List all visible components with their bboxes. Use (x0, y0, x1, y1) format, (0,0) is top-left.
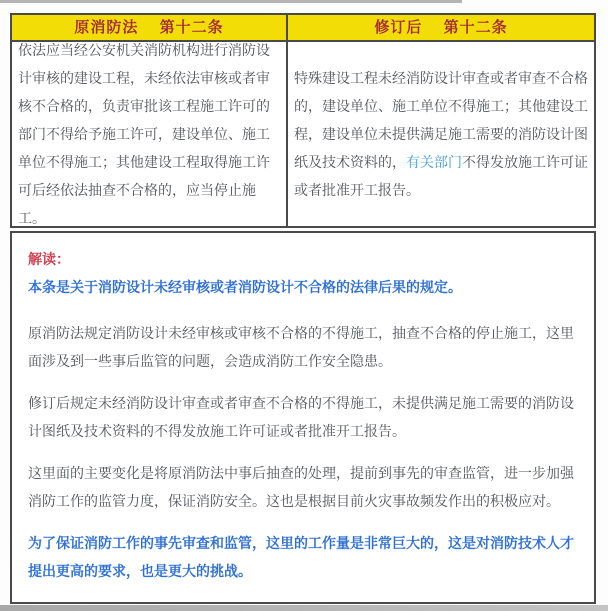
interpretation-paragraph-change: 这里面的主要变化是将原消防法中事后抽查的处理，提前到事先的审查监管，进一步加强消防工作的监管力度，保证消防安全。这也是根据目前火灾事故频发作出的积极应对。 (28, 465, 574, 509)
revised-law-cell (288, 42, 594, 226)
header-original-law: 原消防法 第十二条 (12, 15, 288, 40)
photo-edge-bottom (0, 605, 608, 611)
original-law-cell (12, 42, 288, 226)
interpretation-paragraph-original: 原消防法规定消防设计未经审核或审核不合格的不得施工，抽查不合格的停止施工，这里面涉及到一些事后监管的问题，会造成消防工作安全隐患。 (28, 325, 574, 369)
interpretation-section (10, 231, 596, 604)
interpretation-paragraph-revised: 修订后规定未经消防设计审查或者审查不合格的不得施工，未提供满足施工需要的消防设计图纸及技术资料的不得发放施工许可证或者批准开工报告。 (28, 395, 574, 439)
revised-law-text-part1: 特殊建设工程未经消防设计审查或者审查不合格的，建设单位、施工单位不得施工；其他建设工程，建设单位未提供满足施工需要的消防设计图纸及技术资料的， (294, 70, 588, 170)
interpretation-label: 解读： (28, 251, 70, 267)
original-law-text: 依法应当经公安机关消防机构进行消防设计审核的建设工程，未经依法审核或者审核不合格的，负责审批该工程施工许可的部门不得给予施工许可，建设单位、施工单位不得施工；其他建设工程取得施工许可后经依法抽查不合格的，应当停止施工。 (18, 42, 270, 226)
photo-edge-top (0, 0, 462, 3)
revised-law-text (294, 64, 588, 204)
interpretation-conclusion: 为了保证消防工作的事先审查和监管，这里的工作量是非常巨大的，这是对消防技术人才提出更高的要求，也是更大的挑战。 (28, 535, 574, 579)
revised-law-highlight: 有关部门 (406, 154, 462, 170)
law-comparison-table (10, 13, 596, 228)
revised-law-text-part2: 不得发放施工许可证或者批准开工报告。 (294, 154, 588, 198)
table-body-row (12, 42, 594, 226)
interpretation-summary: 本条是关于消防设计未经审核或者消防设计不合格的法律后果的规定。 (28, 279, 462, 295)
header-revised-law: 修订后 第十二条 (374, 19, 508, 36)
